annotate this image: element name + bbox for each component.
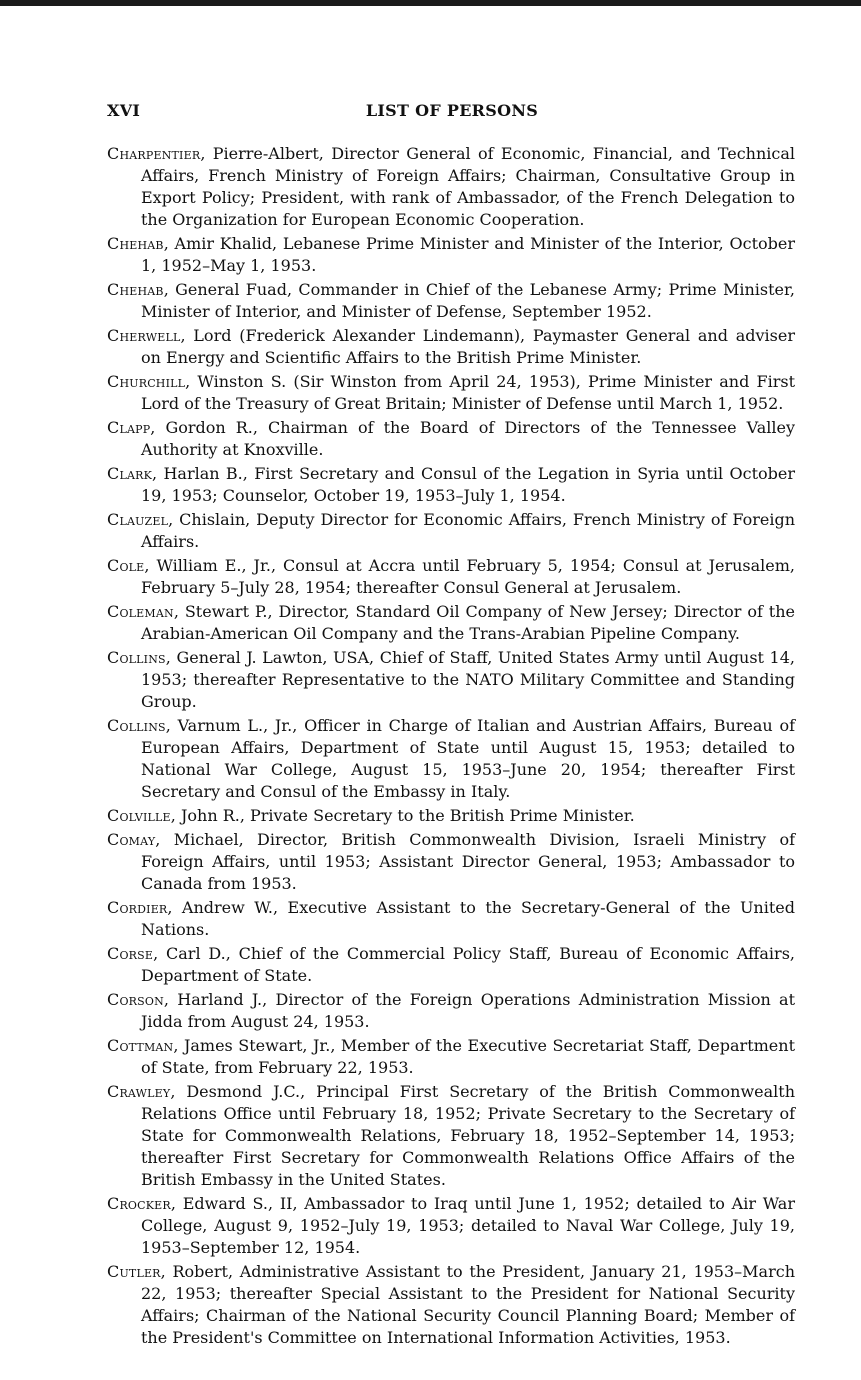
person-surname: Colville [107,806,171,825]
person-surname: Cole [107,556,145,575]
person-entry [107,1261,795,1349]
person-description: , Harlan B., First Secretary and Consul of the Legation in Syria until October 19, 1953; Counselor, October 19, 1953–July 1, 1954. [141,464,795,505]
person-description: , Carl D., Chief of the Commercial Policy Staff, Bureau of Economic Affairs, Department of State. [141,944,795,985]
person-description: , Gordon R., Chairman of the Board of Directors of the Tennessee Valley Authority at Knoxville. [141,418,795,459]
person-description: , John R., Private Secretary to the British Prime Minister. [170,806,635,825]
person-description: , Amir Khalid, Lebanese Prime Minister and Minister of the Interior, October 1, 1952–May 1, 1953. [141,234,795,275]
person-entry [107,897,795,941]
person-surname: Clauzel [107,510,169,529]
person-surname: Comay [107,830,156,849]
person-description: , Varnum L., Jr., Officer in Charge of Italian and Austrian Affairs, Bureau of European Affairs, Department of State until August 15, 1953; detailed to National War College, August 15, 1953–June 20, 1954; thereafter First Secretary and Consul of the Embassy in Italy. [141,716,795,801]
person-entry [107,233,795,277]
person-surname: Cherwell [107,326,181,345]
person-description: , Lord (Frederick Alexander Lindemann), Paymaster General and adviser on Energy and Scientific Affairs to the British Prime Minister. [141,326,795,367]
person-description: , James Stewart, Jr., Member of the Executive Secretariat Staff, Department of State, from February 22, 1953. [141,1036,795,1077]
person-description: , General J. Lawton, USA, Chief of Staff, United States Army until August 14, 1953; thereafter Representative to the NATO Military Committee and Standing Group. [141,648,795,711]
page-header [107,101,797,125]
person-description: , Chislain, Deputy Director for Economic Affairs, French Ministry of Foreign Affairs. [141,510,795,551]
person-entry [107,1193,795,1259]
person-entry [107,279,795,323]
person-description: , Andrew W., Executive Assistant to the Secretary-General of the United Nations. [141,898,795,939]
person-entry [107,143,795,231]
person-entry [107,601,795,645]
person-surname: Crocker [107,1194,171,1213]
person-description: , Robert, Administrative Assistant to the President, January 21, 1953–March 22, 1953; thereafter Special Assistant to the President for National Security Affairs; Chairman of the National Security Council Planning Board; Member of the President's Committee on International Information Activities, 1953. [141,1262,795,1347]
person-surname: Coleman [107,602,174,621]
person-surname: Collins [107,648,166,667]
person-description: , Winston S. (Sir Winston from April 24, 1953), Prime Minister and First Lord of the Treasury of Great Britain; Minister of Defense until March 1, 1952. [141,372,795,413]
person-entry [107,1035,795,1079]
person-entry [107,371,795,415]
person-entry [107,509,795,553]
person-entry [107,555,795,599]
top-edge-rule [0,0,861,6]
person-entry [107,463,795,507]
person-entry [107,805,795,827]
person-entry [107,715,795,803]
person-description: , Michael, Director, British Commonwealth Division, Israeli Ministry of Foreign Affairs, until 1953; Assistant Director General, 1953; Ambassador to Canada from 1953. [141,830,795,893]
person-entry [107,989,795,1033]
person-surname: Clapp [107,418,151,437]
person-entry [107,647,795,713]
person-surname: Cutler [107,1262,161,1281]
person-entry [107,1081,795,1191]
person-surname: Collins [107,716,166,735]
person-description: , Harland J., Director of the Foreign Operations Administration Mission at Jidda from August 24, 1953. [141,990,795,1031]
person-surname: Corson [107,990,164,1009]
person-surname: Charpentier [107,144,201,163]
person-description: , William E., Jr., Consul at Accra until February 5, 1954; Consul at Jerusalem, February 5–July 28, 1954; thereafter Consul General at Jerusalem. [141,556,795,597]
running-title: LIST OF PERSONS [365,101,539,120]
person-entry [107,417,795,461]
person-surname: Churchill [107,372,186,391]
person-entry [107,325,795,369]
person-description: , General Fuad, Commander in Chief of the Lebanese Army; Prime Minister, Minister of Interior, and Minister of Defense, September 1952. [141,280,795,321]
person-description: , Edward S., II, Ambassador to Iraq until June 1, 1952; detailed to Air War College, August 9, 1952–July 19, 1953; detailed to Naval War College, July 19, 1953–September 12, 1954. [141,1194,795,1257]
persons-list [107,143,795,1351]
person-description: , Stewart P., Director, Standard Oil Company of New Jersey; Director of the Arabian-American Oil Company and the Trans-Arabian Pipeline Company. [141,602,795,643]
person-surname: Chehab [107,280,164,299]
person-description: , Desmond J.C., Principal First Secretary of the British Commonwealth Relations Office until February 18, 1952; Private Secretary to the Secretary of State for Commonwealth Relations, February 18, 1952–September 14, 1953; thereafter First Secretary for Commonwealth Relations Office Affairs of the British Embassy in the United States. [141,1082,795,1189]
person-entry [107,943,795,987]
person-surname: Cordier [107,898,168,917]
person-entry [107,829,795,895]
person-surname: Crawley [107,1082,171,1101]
person-surname: Chehab [107,234,164,253]
page-number: XVI [107,101,141,120]
person-surname: Cottman [107,1036,174,1055]
person-description: , Pierre-Albert, Director General of Economic, Financial, and Technical Affairs, French Ministry of Foreign Affairs; Chairman, Consultative Group in Export Policy; President, with rank of Ambassador, of the French Delegation to the Organization for European Economic Cooperation. [141,144,795,229]
person-surname: Corse [107,944,154,963]
person-surname: Clark [107,464,152,483]
